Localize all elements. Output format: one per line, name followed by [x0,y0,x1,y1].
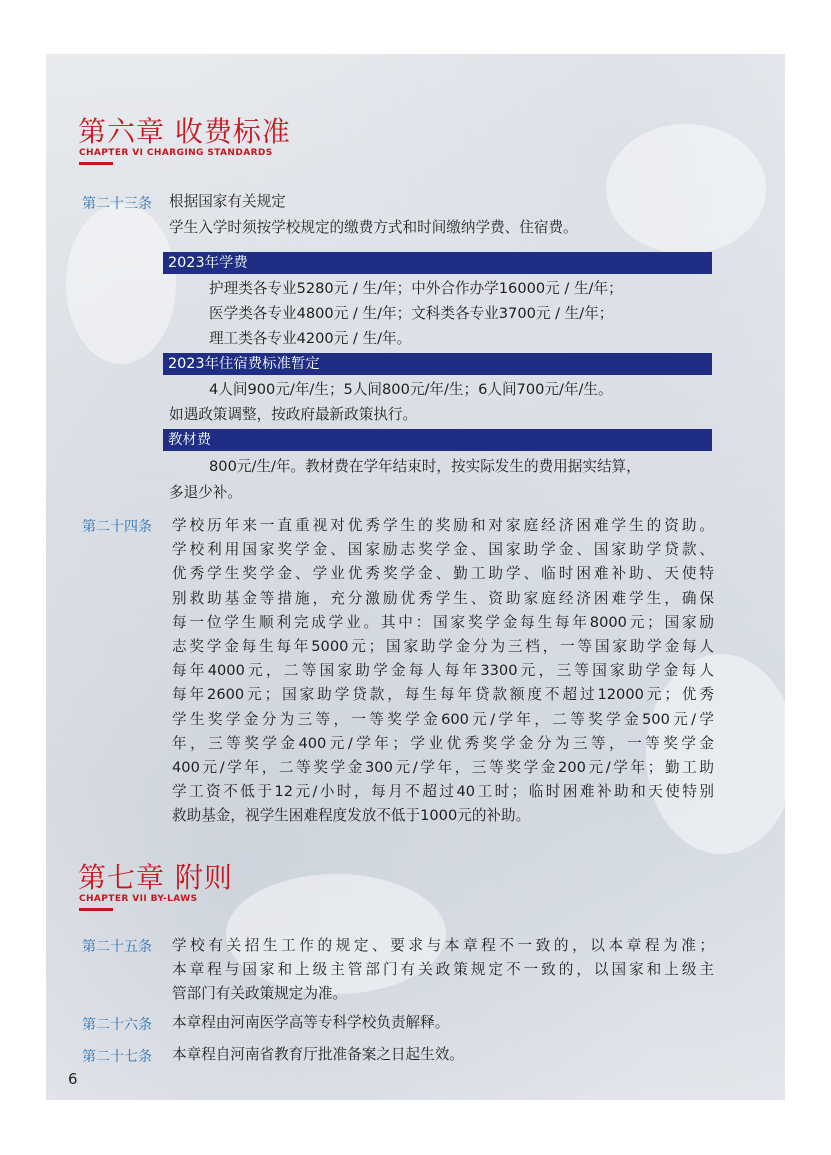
article-24-line: 400元/学年，二等奖学金300元/学年，三等奖学金200元/学年；勤工助 [172,759,714,777]
chapter7-underline [79,908,113,911]
article-24-line: 学工资不低于12元/小时，每月不超过40工时；临时困难补助和天使特别 [172,783,714,801]
article-24-line: 学生奖学金分为三等，一等奖学金600元/学年，二等奖学金500元/学 [172,710,714,728]
policy-line: 如遇政策调整，按政府最新政策执行。 [169,406,418,423]
chapter6-title: 第六章 收费标准 [78,115,291,148]
article-24-line: 每年2600元；国家助学贷款，每生每年贷款额度不超过12000元；优秀 [172,686,714,704]
tuition-line: 理工类各专业4200元 / 生/年。 [209,330,412,347]
dorm-heading: 2023年住宿费标准暂定 [163,353,712,375]
article-25-line: 管部门有关政策规定为准。 [172,985,348,1003]
tuition-line: 护理类各专业5280元 / 生/年；中外合作办学16000元 / 生/年； [209,280,623,297]
article-24-line: 优秀学生奖学金、学业优秀奖学金、勤工助学、临时困难补助、天使特 [172,565,714,583]
article-25-number: 第二十五条 [82,939,152,955]
article-25-line: 学校有关招生工作的规定、要求与本章程不一致的，以本章程为准； [172,937,714,954]
page [46,54,785,1100]
background-photo-shape [66,204,176,364]
article-24-line: 每一位学生顺利完成学业。其中：国家奖学金每生每年8000元；国家励 [172,613,714,631]
article-24-number: 第二十四条 [82,519,152,535]
chapter7-subtitle: CHAPTER VII BY-LAWS [79,894,198,904]
article-24-line: 救助基金，视学生困难程度发放不低于1000元的补助。 [172,807,531,825]
page-number: 6 [68,1070,78,1088]
chapter7-title: 第七章 附则 [78,861,233,894]
tuition-heading: 2023年学费 [163,252,712,274]
chapter6-subtitle: CHAPTER VI CHARGING STANDARDS [79,148,273,158]
textbook-line: 800元/生/年。教材费在学年结束时，按实际发生的费用据实结算， [209,458,641,475]
article-24-line: 年，三等奖学金400元/学年；学业优秀奖学金分为三等，一等奖学金 [172,734,714,752]
article-26-number: 第二十六条 [82,1017,152,1033]
article-23-line: 根据国家有关规定 [169,193,286,210]
article-24-line: 学校利用国家奖学金、国家励志奖学金、国家助学金、国家助学贷款、 [172,541,714,559]
article-23-line: 学生入学时须按学校规定的缴费方式和时间缴纳学费、住宿费。 [169,219,578,236]
dorm-line: 4人间900元/年/生；5人间800元/年/生；6人间700元/年/生。 [209,381,613,398]
article-27-number: 第二十七条 [82,1049,152,1065]
article-25-line: 本章程与国家和上级主管部门有关政策规定不一致的，以国家和上级主 [172,961,714,979]
textbook-heading: 教材费 [163,429,712,451]
article-26-text: 本章程由河南医学高等专科学校负责解释。 [172,1014,450,1031]
article-23-number: 第二十三条 [82,196,152,212]
background-photo-shape [606,124,766,254]
textbook-line: 多退少补。 [169,484,242,501]
article-25-paragraph [172,934,714,1007]
chapter6-underline [79,162,113,165]
article-24-line: 学校历年来一直重视对优秀学生的奖励和对家庭经济困难学生的资助。 [172,517,714,534]
article-24-line: 志奖学金每生每年5000元；国家助学金分为三档，一等国家助学金每人 [172,638,714,656]
article-24-paragraph [172,514,714,829]
article-24-line: 每年4000元，二等国家助学金每人每年3300元，三等国家助学金每人 [172,662,714,680]
article-24-line: 别救助基金等措施，充分激励优秀学生、资助家庭经济困难学生，确保 [172,589,714,607]
tuition-line: 医学类各专业4800元 / 生/年；文科类各专业3700元 / 生/年； [209,305,614,322]
article-27-text: 本章程自河南省教育厅批准备案之日起生效。 [172,1046,464,1063]
